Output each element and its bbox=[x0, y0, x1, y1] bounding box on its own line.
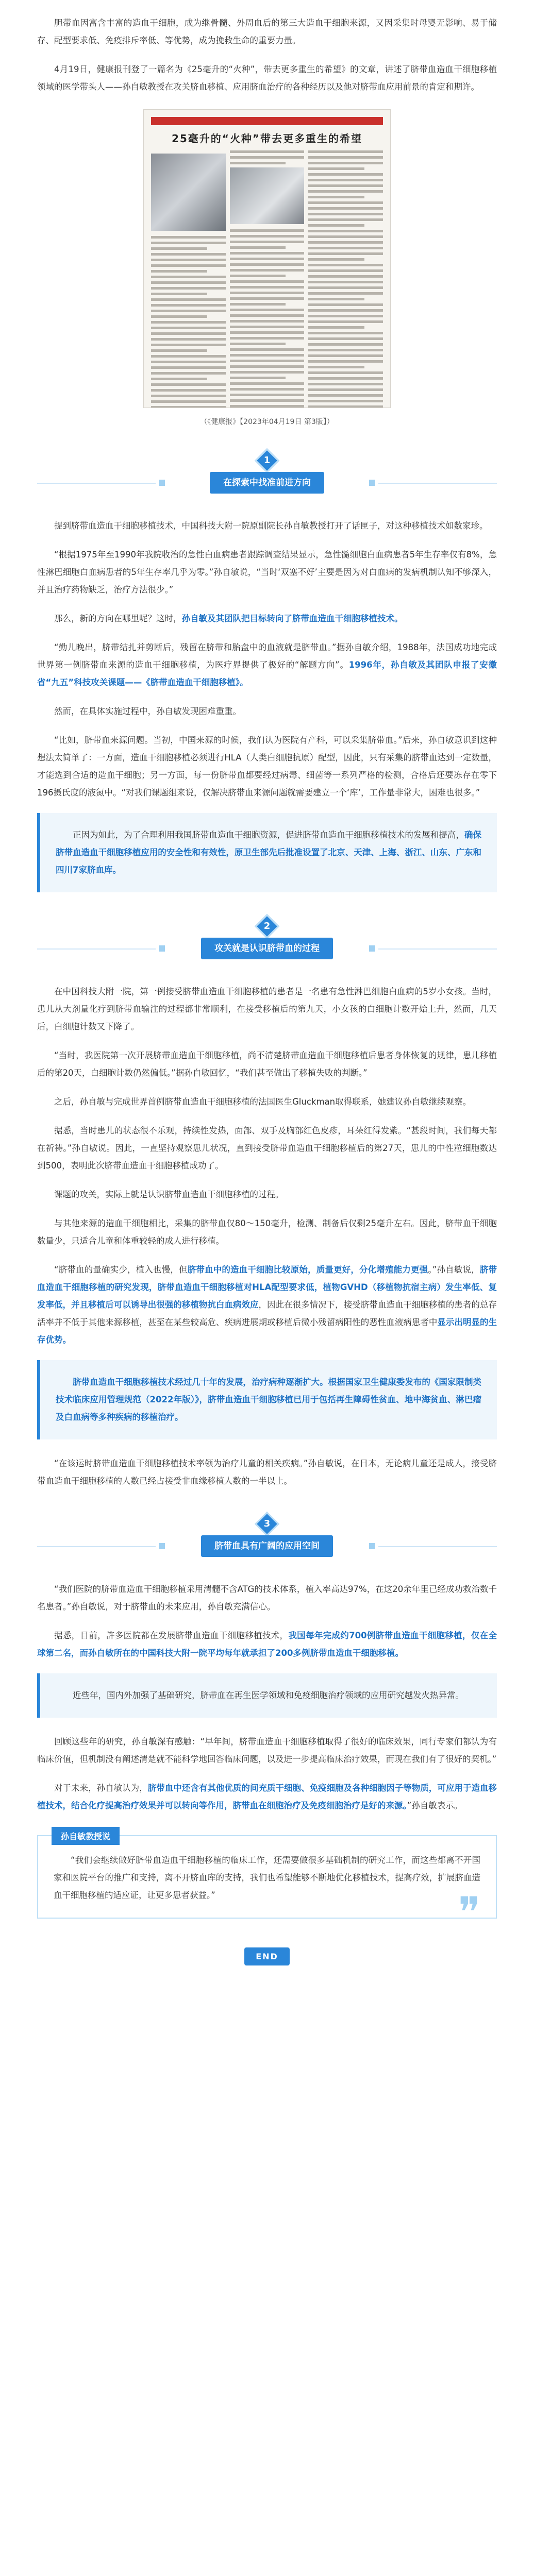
paragraph: 提到脐带血造血干细胞移植技术，中国科技大附一院原副院长孙自敏教授打开了话匣子，对这种移植技术如数家珍。 bbox=[54, 521, 488, 531]
highlight-text: 确保脐带血造血干细胞移植应用的安全性和有效性，原卫生部先后批准设置了北京、天津、上海、浙江、山东、广东和四川7家脐血库。 bbox=[56, 830, 482, 875]
newspaper-photo bbox=[151, 154, 226, 231]
paragraph: “在该运时脐带血造血干细胞移植技术率领为治疗儿童的相关疾病。”孙自敏说，在日本，无论病儿童还是成人，接受脐带血造血干细胞移植的人数已经占接受非血缘移植人数的一半以上。 bbox=[37, 1459, 497, 1486]
quote-box bbox=[37, 1832, 497, 1936]
paragraph: 之后，孙自敏与完成世界首例脐带血造血干细胞移植的法国医生Gluckman取得联系，她建议孙自敏继续观察。 bbox=[54, 1097, 472, 1107]
paragraph: “勤儿晚出，脐带结扎并剪断后，残留在脐带和胎盘中的血液就是脐带血。”据孙自敏介绍，1988年，法国成功地完成世界第一例脐带血来源的造血干细胞移植，为医疗界提供了极好的“解题方向”。1996年，孙自敏及其团队申报了安徽省“九五”科技攻关课题——《脐带血造血干细胞移植》。 bbox=[37, 642, 497, 687]
section-header-3 bbox=[37, 1511, 497, 1567]
paragraph: 据悉，目前，許多医院都在发展脐带血造血干细胞移植技术，我国每年完成约700例脐带血造血干细胞移植，仅在全球第二名，而孙自敏所在的中国科技大附一院平均每年就承担了200多例脐带血造血干细胞移植。 bbox=[37, 1631, 497, 1658]
section-number-badge: 2 bbox=[254, 913, 280, 940]
paragraph: 对于未来，孙自敏认为，脐带血中还含有其他优质的间充质干细胞、免疫细胞及各种细胞因子等物质，可应用于造血移植技术，结合化疗提高治疗效果并可以转向等作用，脐带血在细胞治疗及免疫细胞治疗是好的来源。”孙自敏表示。 bbox=[37, 1783, 497, 1810]
paragraph: “我们医院的脐带血造血干细胞移植采用清髓不含ATG的技术体系，植入率高达97%，在这20余年里已经成功救治数千名患者。”孙自敏说，对于脐带血的未来应用，孙自敏充满信心。 bbox=[37, 1584, 497, 1612]
paragraph: 那么，新的方向在哪里呢？这时，孙自敏及其团队把目标转向了脐带血造血干细胞移植技术。 bbox=[54, 614, 403, 623]
quote-text: “我们会继续做好脐带血造血干细胞移植的临床工作，还需要做很多基础机制的研究工作，而这些都离不开国家和医院平台的推广和支持，离不开脐血库的支持，我们也希望能够不断地优化移植技术，提高疗效，扩展脐血造血干细胞移植的适应证，让更多患者获益。” bbox=[54, 1855, 480, 1900]
section-number-badge: 1 bbox=[254, 447, 280, 474]
paragraph: 近些年，国内外加强了基础研究，脐带血在再生医学领域和免疫细胞治疗领域的应用研究越发火热异常。 bbox=[73, 1690, 464, 1700]
paragraph: “比如，脐带血来源问题。当初，中国来源的时候，我们认为医院有产科，可以采集脐带血。”后来，孙自敏意识到这种想法太简单了：一方面，造血干细胞移植必须进行HLA（人类白细胞抗原）配型，因此，只有采集的脐带血达到一定数量，才能选到合适的造血干细胞；另一方面，每一份脐带血都要经过病毒、细菌等一系列严格的检测，合格后还要冻存在零下196摄氏度的液氮中。“对我们课题组来说，仅解决脐带血来源问题就需要建立一个‘库’，工作量非常大，困难也很多。” bbox=[37, 735, 497, 798]
paragraph: 回顾这些年的研究，孙自敏深有感触：“早年间，脐带血造血干细胞移植取得了很好的临床效果，同行专家们都认为有临床价值，但机制没有阐述清楚就不能科学地回答临床问题，以及进一步提高临床治疗效果，而现在我们有了很好的契机。” bbox=[37, 1737, 497, 1764]
paragraph: 脐带血造血干细胞移植技术经过几十年的发展，治疗病种逐渐扩大。根据国家卫生健康委发布的《国家限制类技术临床应用管理规范（2022年版）》，脐带血造血干细胞移植已用于包括再生障碍性贫血、地中海贫血、淋巴瘤及白血病等多种疾病的移植治疗。 bbox=[56, 1377, 481, 1422]
section-number-badge: 3 bbox=[254, 1511, 280, 1537]
paragraph-report: 4月19日，健康报刊登了一篇名为《25毫升的“火种”，带去更多重生的希望》的文章，讲述了脐带血造血干细胞移植领域的医学带头人——孙自敏教授在攻关脐血移植、应用脐血治疗的各种经历以及他对脐带血应用前景的肯定和期许。 bbox=[37, 64, 497, 92]
end-marker bbox=[37, 1947, 497, 1965]
newspaper-image bbox=[143, 109, 391, 408]
highlight-text: 孙自敏及其团队把目标转向了脐带血造血干细胞移植技术。 bbox=[181, 614, 403, 623]
highlight-box bbox=[37, 1673, 497, 1718]
newspaper-headline: 25毫升的“火种”带去更多重生的希望 bbox=[171, 132, 363, 145]
paragraph: 在中国科技大附一院，第一例接受脐带血造血干细胞移植的患者是一名患有急性淋巴细胞白血病的5岁小女孩。当时，患儿从大剂量化疗到脐带血输注的过程都非常顺利，在接受移植后的第九天，小女孩的白细胞计数开始上升，然而，几天后，白细胞计数又下降了。 bbox=[37, 987, 497, 1031]
newspaper-masthead bbox=[151, 117, 383, 125]
paragraph: 与其他来源的造血干细胞相比，采集的脐带血仅80～150毫升，检测、制备后仅剩25毫升左右。因此，脐带血干细胞数量少，只适合儿童和体重较轻的成人进行移植。 bbox=[37, 1218, 497, 1246]
section-header-2 bbox=[37, 913, 497, 970]
paragraph: “脐带血的量确实少，植入也慢，但脐带血中的造血干细胞比较原始，质量更好，分化增殖能力更强。”孙自敏说，脐带血造血干细胞移植的研究发现，脐带血造血干细胞移植对HLA配型要求低，植物GVHD（移植物抗宿主病）发生率低、复发率低，并且移植后可以诱导出很强的移植物抗白血病效应，因此在很多情况下，接受脐带血造血干细胞移植的患者的总存活率并不低于其他来源移植，甚至在某些较高危、疾病进展期或移植后微小残留病阳性的恶性血液病患者中显示出明显的生存优势。 bbox=[37, 1265, 497, 1345]
paragraph: 然而，在具体实施过程中，孙自敏发现困难重重。 bbox=[54, 706, 241, 716]
newspaper-figure bbox=[143, 109, 391, 427]
end-badge: END bbox=[244, 1947, 290, 1965]
quote-mark-icon: ❞ bbox=[458, 1888, 480, 1936]
paragraph: 课题的攻关，实际上就是认识脐带血造血干细胞移植的过程。 bbox=[54, 1190, 284, 1199]
highlight-text: 1996年，孙自敏及其团队申报了安徽省“九五”科技攻关课题——《脐带血造血干细胞移植》。 bbox=[37, 660, 497, 687]
section-header-1 bbox=[37, 447, 497, 504]
paragraph: 据悉，当时患儿的状态很不乐观，持续性发热，面部、双手及胸部红色皮疹，耳朵红得发紫。“甚段时间，我们每天都在祈祷。”孙自敏说。因此，一直坚持观察患儿状况，直到接受脐带血造血干细胞移植后的第27天，患儿的中性粒细胞数达到500，表明此次脐带血造血干细胞移植成功了。 bbox=[37, 1126, 497, 1171]
paragraph: 正因为如此，为了合理利用我国脐带血造血干细胞资源，促进脐带血造血干细胞移植技术的发展和提高，确保脐带血造血干细胞移植应用的安全性和有效性，原卫生部先后批准设置了北京、天津、上海、浙江、山东、广东和四川7家脐血库。 bbox=[56, 830, 482, 875]
section-title: 攻关就是认识脐带血的过程 bbox=[201, 938, 333, 959]
highlight-box bbox=[37, 813, 497, 892]
newspaper-photo-2 bbox=[230, 167, 305, 224]
paragraph: “根据1975年至1990年我院收治的急性白血病患者跟踪调查结果显示，急性髓细胞白血病患者5年生存率仅有8%，急性淋巴细胞白血病患者的5年生存率几乎为零。”孙自敏说，“当时‘双塞不好’主要是因为对白血病的发病机制认知不够深入，并且治疗药物缺乏，治疗方法很少。” bbox=[37, 550, 497, 595]
highlight-box bbox=[37, 1360, 497, 1439]
figure-caption: （《健康报》【2023年04月19日 第3版】） bbox=[200, 418, 334, 426]
intro-paragraph: 胆带血因富含丰富的造血干细胞，成为继骨髓、外周血后的第三大造血干细胞来源，又因采集时母婴无影响、易于储存、配型要求低、免疫排斥率低、等优势，成为挽救生命的重要力量。 bbox=[37, 18, 497, 45]
paragraph: “当时，我医院第一次开展脐带血造血干细胞移植，尚不清楚脐带血造血干细胞移植后患者身体恢复的规律，患儿移植后的第20天，白细胞计数仍然偏低。”据孙自敏回忆，“我们甚至做出了移植失败的判断。” bbox=[37, 1050, 497, 1078]
quote-box-tag: 孙自敏教授说 bbox=[52, 1827, 120, 1845]
section-title: 在探索中找准前进方向 bbox=[210, 472, 324, 494]
section-title: 脐带血具有广阔的应用空间 bbox=[201, 1535, 333, 1557]
